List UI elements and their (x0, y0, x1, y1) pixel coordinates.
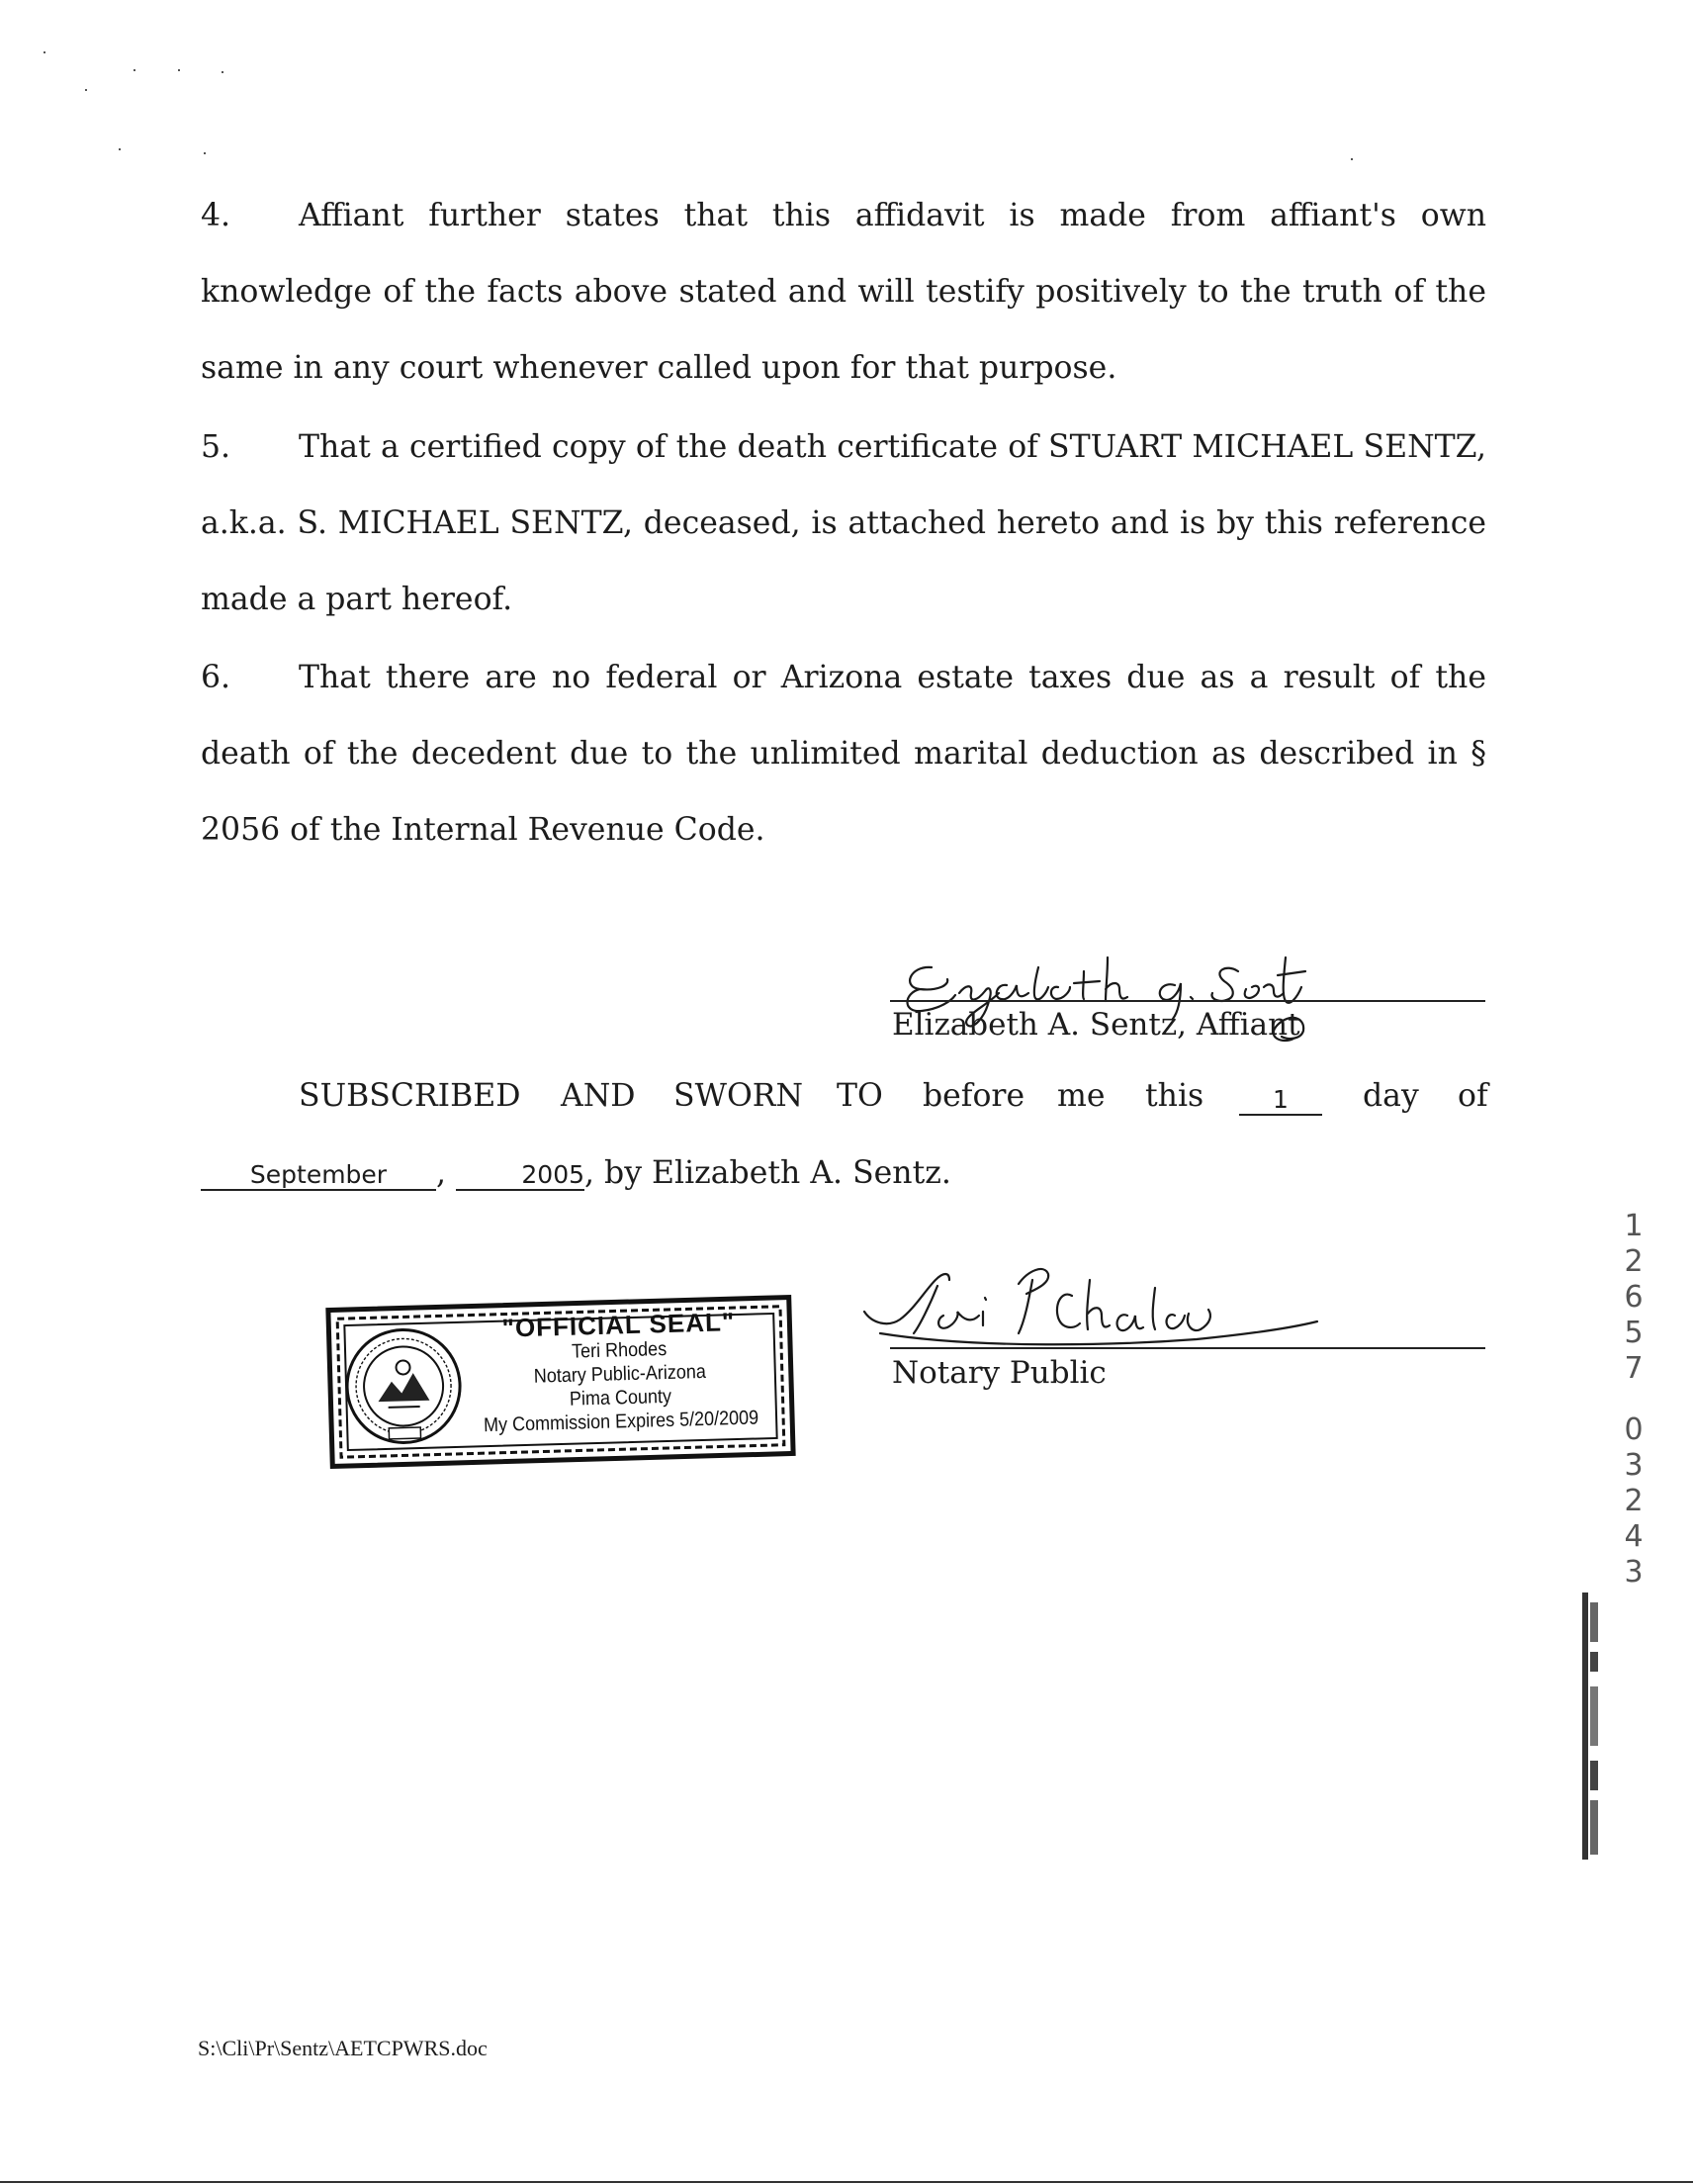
jurat-line-2: September , 2005, by Elizabeth A. Sentz. (201, 1155, 951, 1191)
jurat-word: me (1057, 1078, 1106, 1114)
paragraph-text: That a certified copy of the death certificate of STUART MICHAEL SENTZ, a.k.a. S. MICHAEL SENTZ, deceased, is attached hereto and is by this reference made a part hereof. (201, 429, 1486, 617)
jurat-word: day (1363, 1078, 1419, 1114)
paragraph-6 (201, 640, 1486, 868)
affiant-caption: Elizabeth A. Sentz, Affiant (892, 1007, 1300, 1043)
official-seal-stamp (324, 1293, 797, 1470)
scan-speck (85, 89, 87, 91)
jurat-word: AND (561, 1078, 636, 1114)
paragraph-text: That there are no federal or Arizona estate taxes due as a result of the death of the decedent due to the unlimited marital deduction as described in § 2056 of the Internal Revenue Code. (201, 660, 1486, 848)
paragraph-4 (201, 178, 1486, 407)
seal-office: Notary Public-Arizona (533, 1360, 707, 1388)
affiant-signature-line (890, 1000, 1485, 1002)
document-file-path: S:\Cli\Pr\Sentz\AETCPWRS.doc (198, 2036, 488, 2060)
paragraph-number: 6. (201, 660, 231, 695)
notary-signature (860, 1250, 1325, 1359)
scan-speck (204, 152, 206, 154)
seal-title: "OFFICIAL SEAL" (501, 1307, 736, 1343)
side-stamp-digit: 4 (1624, 1519, 1644, 1554)
side-stamp-digit: 2 (1624, 1484, 1644, 1518)
side-stamp-digit: 2 (1624, 1244, 1644, 1279)
scan-speck (1351, 158, 1353, 160)
paragraph-text: Affiant further states that this affidavit is made from affiant's own knowledge of the facts above stated and will testify positively to the truth of the same in any court whenever called upon for that purpose. (201, 198, 1486, 386)
scan-stamp-marks-icon (1580, 1592, 1602, 1860)
jurat-word: this (1145, 1078, 1204, 1114)
side-stamp-number (1619, 1209, 1648, 1591)
jurat-word: SWORN (673, 1078, 804, 1114)
year-field: 2005 (456, 1161, 584, 1191)
day-field: 1 (1239, 1086, 1322, 1116)
side-stamp-digit: 1 (1624, 1209, 1644, 1243)
seal-county: Pima County (569, 1385, 672, 1410)
jurat-word: before (923, 1078, 1025, 1114)
scan-speck (119, 148, 121, 150)
scan-speck (178, 69, 180, 71)
seal-name: Teri Rhodes (571, 1337, 668, 1363)
jurat-word: SUBSCRIBED (299, 1078, 521, 1114)
paragraph-5 (201, 410, 1486, 638)
scan-speck (134, 69, 135, 71)
side-stamp-digit: 7 (1624, 1351, 1644, 1386)
notary-caption: Notary Public (892, 1355, 1107, 1391)
side-stamp-digit: 3 (1624, 1448, 1644, 1483)
scan-speck (44, 51, 45, 53)
side-stamp-digit: 5 (1624, 1316, 1644, 1350)
paragraph-number: 4. (201, 198, 231, 233)
side-stamp-digit: 6 (1624, 1280, 1644, 1315)
side-stamp-digit (1619, 1387, 1648, 1412)
scan-speck (222, 71, 223, 73)
jurat-trailing: , by Elizabeth A. Sentz. (584, 1155, 951, 1191)
side-stamp-digit: 3 (1624, 1555, 1644, 1590)
page-bottom-edge (0, 2181, 1693, 2183)
notary-signature-line (890, 1347, 1485, 1349)
jurat-word: TO (837, 1078, 883, 1114)
side-stamp-digit: 0 (1624, 1412, 1644, 1447)
month-field: September (201, 1161, 436, 1191)
seal-commission: My Commission Expires 5/20/2009 (483, 1407, 759, 1437)
jurat-word: of (1458, 1078, 1488, 1114)
paragraph-number: 5. (201, 429, 231, 465)
